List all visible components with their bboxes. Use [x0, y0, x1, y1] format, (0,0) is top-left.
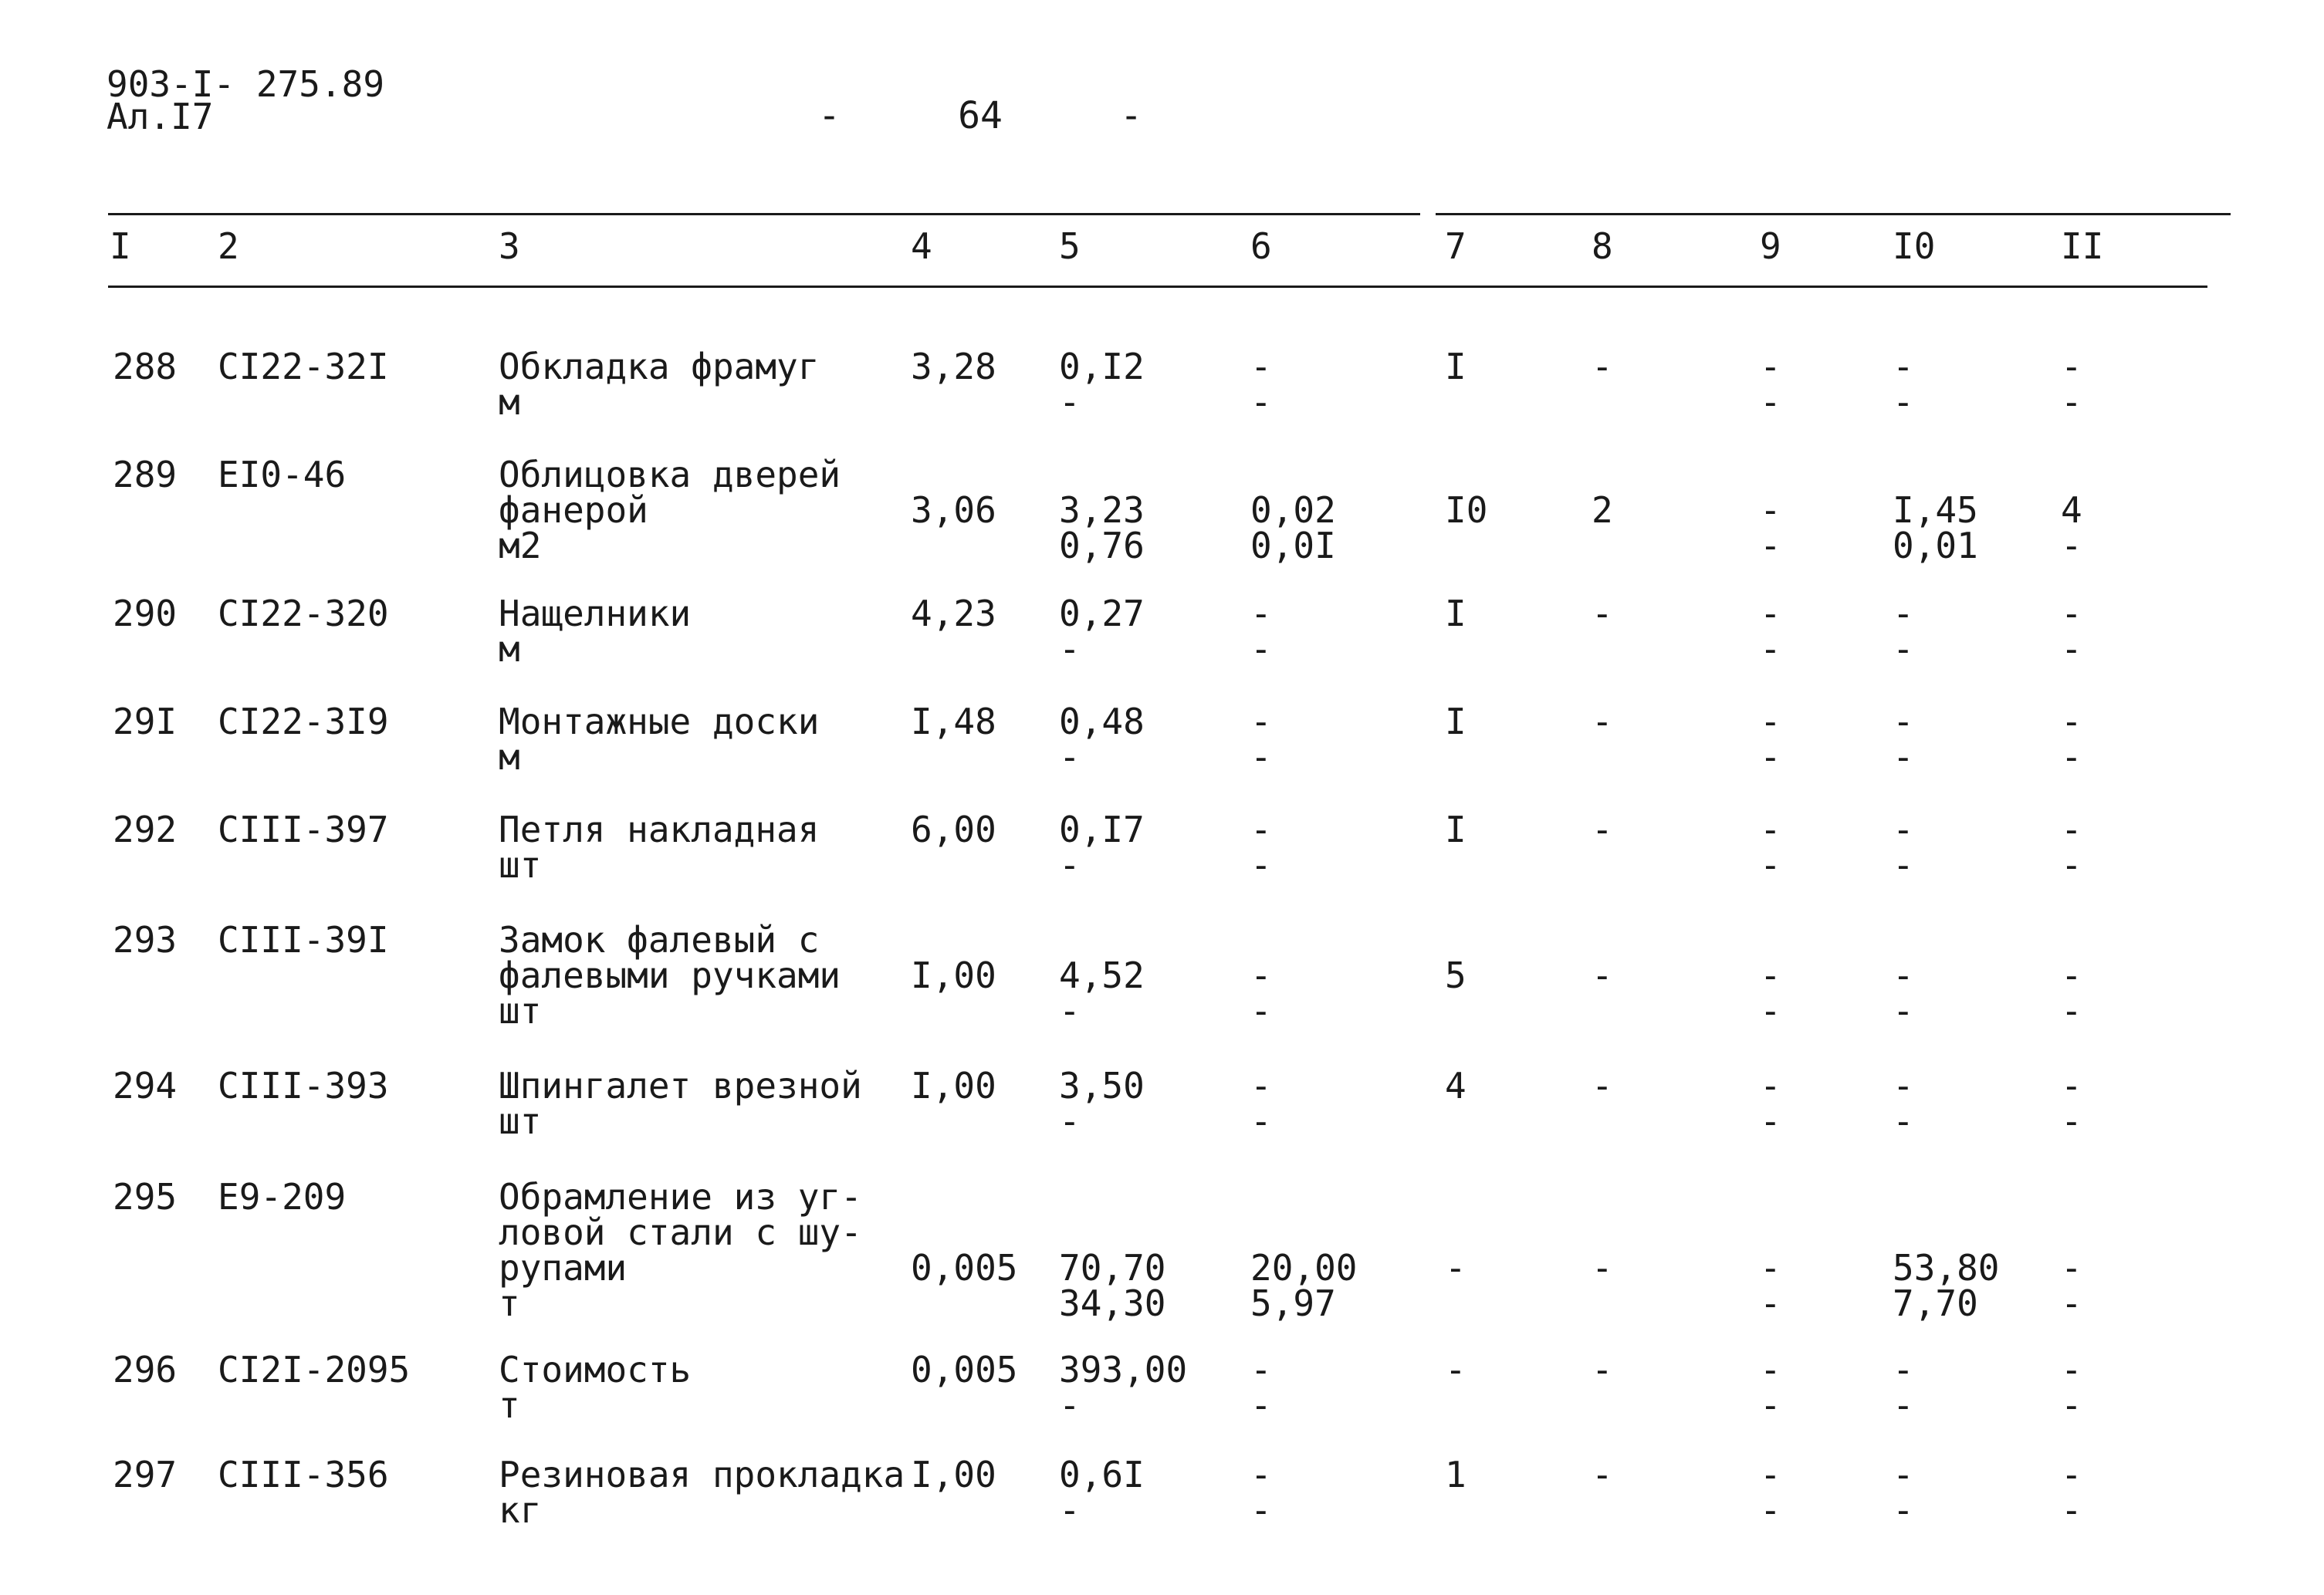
row-col6: 0,02 — [1250, 489, 1336, 531]
row-col11: - — [2061, 346, 2082, 387]
row-col9: - — [1760, 990, 1781, 1032]
row-col8: - — [1592, 1454, 1613, 1495]
row-name-line: фалевыми ручками — [499, 955, 841, 996]
row-col11: - — [2061, 1454, 2082, 1495]
row-col11: - — [2061, 1384, 2082, 1426]
row-col11: - — [2061, 1282, 2082, 1324]
row-col4: 0,005 — [911, 1247, 1018, 1289]
row-code: CI2I-2095 — [218, 1349, 411, 1391]
row-col7: I — [1445, 346, 1466, 387]
row-col10: I,45 — [1893, 489, 1978, 531]
row-col10: 7,70 — [1893, 1282, 1978, 1324]
row-col7: - — [1445, 1349, 1466, 1391]
row-number: 297 — [113, 1454, 178, 1495]
row-col10: - — [1893, 1065, 1914, 1107]
row-col6: - — [1250, 593, 1272, 634]
row-col11: - — [2061, 593, 2082, 634]
row-col10: - — [1893, 736, 1914, 778]
row-col10: - — [1893, 955, 1914, 996]
row-col5: 70,70 — [1059, 1247, 1166, 1289]
column-header-2: 2 — [218, 225, 239, 267]
row-col4: I,48 — [911, 701, 996, 742]
row-col4: 4,23 — [911, 593, 996, 634]
row-code: CIII-397 — [218, 809, 389, 850]
page-number-group — [818, 94, 1142, 137]
column-header-1: I — [110, 225, 131, 267]
row-col4: 0,005 — [911, 1349, 1018, 1391]
document-code-line1: 903-I- 275.89 — [107, 63, 385, 105]
row-name-line: Обкладка фрамуг — [499, 346, 820, 387]
top-rule-left — [108, 213, 1420, 215]
row-col11: - — [2061, 525, 2082, 566]
row-name-line: Резиновая прокладка — [499, 1454, 905, 1495]
row-col11: - — [2061, 1100, 2082, 1142]
row-col11: - — [2061, 1065, 2082, 1107]
row-col9: - — [1760, 489, 1781, 531]
row-col11: - — [2061, 701, 2082, 742]
row-col7: - — [1445, 1247, 1466, 1289]
row-name-line: Стоимость — [499, 1349, 692, 1391]
row-col9: - — [1760, 955, 1781, 996]
row-col10: - — [1893, 1100, 1914, 1142]
row-code: CI22-3I9 — [218, 701, 389, 742]
row-code: CIII-393 — [218, 1065, 389, 1107]
row-col9: - — [1760, 1384, 1781, 1426]
row-col6: - — [1250, 1065, 1272, 1107]
row-name-line: ловой стали с шу- — [499, 1211, 862, 1253]
row-col10: - — [1893, 990, 1914, 1032]
row-col5: 0,I7 — [1059, 809, 1145, 850]
row-col9: - — [1760, 593, 1781, 634]
row-col6: - — [1250, 990, 1272, 1032]
row-col6: - — [1250, 1384, 1272, 1426]
row-col11: - — [2061, 381, 2082, 423]
row-col6: - — [1250, 1100, 1272, 1142]
row-col5: - — [1059, 1384, 1081, 1426]
row-col11: 4 — [2061, 489, 2082, 531]
row-name-line: Петля накладная — [499, 809, 820, 850]
row-name-line: м2 — [499, 525, 542, 566]
row-col4: 3,28 — [911, 346, 996, 387]
row-code: EI0-46 — [218, 454, 347, 495]
row-name-line: м — [499, 381, 520, 423]
row-col6: - — [1250, 346, 1272, 387]
row-number: 294 — [113, 1065, 178, 1107]
row-col8: - — [1592, 1065, 1613, 1107]
row-name-line: рупами — [499, 1247, 628, 1289]
row-name-line: шт — [499, 990, 542, 1032]
row-number: 29I — [113, 701, 178, 742]
row-number: 293 — [113, 919, 178, 961]
row-col10: - — [1893, 701, 1914, 742]
row-col9: - — [1760, 381, 1781, 423]
row-col7: I — [1445, 809, 1466, 850]
row-col5: 0,I2 — [1059, 346, 1145, 387]
row-col9: - — [1760, 346, 1781, 387]
row-col10: - — [1893, 1384, 1914, 1426]
row-col10: - — [1893, 1489, 1914, 1531]
row-col9: - — [1760, 1454, 1781, 1495]
row-col11: - — [2061, 1489, 2082, 1531]
row-col8: - — [1592, 955, 1613, 996]
column-header-5: 5 — [1059, 225, 1081, 267]
row-name-line: Монтажные доски — [499, 701, 820, 742]
row-name-line: Замок фалевый с — [499, 919, 820, 961]
row-col7: I0 — [1445, 489, 1488, 531]
row-col6: - — [1250, 1489, 1272, 1531]
row-name-line: кг — [499, 1489, 542, 1531]
row-col4: 3,06 — [911, 489, 996, 531]
row-name-line: шт — [499, 1100, 542, 1142]
row-code: CIII-356 — [218, 1454, 389, 1495]
row-col5: 3,50 — [1059, 1065, 1145, 1107]
column-header-4: 4 — [911, 225, 932, 267]
row-col7: I — [1445, 701, 1466, 742]
row-name-line: шт — [499, 844, 542, 886]
row-col11: - — [2061, 809, 2082, 850]
row-name-line: Нащелники — [499, 593, 692, 634]
row-col10: - — [1893, 628, 1914, 670]
page-dash-left: - — [818, 94, 841, 137]
row-code: CI22-320 — [218, 593, 389, 634]
row-col11: - — [2061, 628, 2082, 670]
row-col7: 4 — [1445, 1065, 1466, 1107]
row-col4: I,00 — [911, 1454, 996, 1495]
row-number: 289 — [113, 454, 178, 495]
row-col10: - — [1893, 346, 1914, 387]
row-col9: - — [1760, 525, 1781, 566]
row-col8: - — [1592, 1349, 1613, 1391]
row-col5: 393,00 — [1059, 1349, 1188, 1391]
row-col10: 0,01 — [1893, 525, 1978, 566]
row-col5: 0,48 — [1059, 701, 1145, 742]
column-header-3: 3 — [499, 225, 520, 267]
row-name-line: Обрамление из уг- — [499, 1176, 862, 1218]
row-col4: I,00 — [911, 1065, 996, 1107]
row-col5: 34,30 — [1059, 1282, 1166, 1324]
column-header-8: 8 — [1592, 225, 1613, 267]
row-col9: - — [1760, 736, 1781, 778]
row-col5: - — [1059, 381, 1081, 423]
row-col6: - — [1250, 736, 1272, 778]
row-col4: I,00 — [911, 955, 996, 996]
row-col6: - — [1250, 1454, 1272, 1495]
row-col6: - — [1250, 955, 1272, 996]
row-col11: - — [2061, 990, 2082, 1032]
row-col9: - — [1760, 1282, 1781, 1324]
row-code: E9-209 — [218, 1176, 347, 1218]
row-col6: - — [1250, 701, 1272, 742]
row-name-line: фанерой — [499, 489, 648, 531]
row-col8: - — [1592, 809, 1613, 850]
row-number: 295 — [113, 1176, 178, 1218]
row-number: 290 — [113, 593, 178, 634]
row-col5: - — [1059, 628, 1081, 670]
row-name-line: Облицовка дверей — [499, 454, 841, 495]
row-col9: - — [1760, 628, 1781, 670]
row-col5: - — [1059, 990, 1081, 1032]
row-col11: - — [2061, 1247, 2082, 1289]
row-col5: 0,27 — [1059, 593, 1145, 634]
row-code: CIII-39I — [218, 919, 389, 961]
row-col6: 0,0I — [1250, 525, 1336, 566]
row-col9: - — [1760, 1489, 1781, 1531]
row-col11: - — [2061, 1349, 2082, 1391]
row-col6: - — [1250, 844, 1272, 886]
row-name-line: Шпингалет врезной — [499, 1065, 862, 1107]
row-col9: - — [1760, 809, 1781, 850]
row-name-line: т — [499, 1282, 520, 1324]
column-header-7: 7 — [1445, 225, 1466, 267]
row-col10: - — [1893, 1454, 1914, 1495]
row-name-line: т — [499, 1384, 520, 1426]
row-col10: - — [1893, 381, 1914, 423]
row-col7: 5 — [1445, 955, 1466, 996]
page-dash-right: - — [1120, 94, 1142, 137]
row-col9: - — [1760, 844, 1781, 886]
row-col8: - — [1592, 346, 1613, 387]
column-header-11: II — [2061, 225, 2104, 267]
row-number: 288 — [113, 346, 178, 387]
document-code-line2: Ал.I7 — [107, 96, 214, 137]
row-col6: 5,97 — [1250, 1282, 1336, 1324]
column-header-9: 9 — [1760, 225, 1781, 267]
column-header-6: 6 — [1250, 225, 1272, 267]
row-col5: - — [1059, 736, 1081, 778]
row-col10: 53,80 — [1893, 1247, 2000, 1289]
row-col6: - — [1250, 1349, 1272, 1391]
row-col9: - — [1760, 701, 1781, 742]
row-col6: 20,00 — [1250, 1247, 1358, 1289]
row-col11: - — [2061, 736, 2082, 778]
row-col8: - — [1592, 1247, 1613, 1289]
row-col6: - — [1250, 628, 1272, 670]
row-col9: - — [1760, 1065, 1781, 1107]
row-col7: 1 — [1445, 1454, 1466, 1495]
page-number: 64 — [958, 94, 1003, 137]
top-rule-right — [1436, 213, 2231, 215]
row-col5: 4,52 — [1059, 955, 1145, 996]
row-col5: - — [1059, 1100, 1081, 1142]
row-col8: 2 — [1592, 489, 1613, 531]
row-col6: - — [1250, 809, 1272, 850]
row-code: CI22-32I — [218, 346, 389, 387]
row-col8: - — [1592, 593, 1613, 634]
row-col5: 0,6I — [1059, 1454, 1145, 1495]
header-bottom-rule — [108, 286, 2207, 288]
row-col8: - — [1592, 701, 1613, 742]
row-col6: - — [1250, 381, 1272, 423]
row-number: 292 — [113, 809, 178, 850]
row-col5: 3,23 — [1059, 489, 1145, 531]
row-col10: - — [1893, 1349, 1914, 1391]
row-col9: - — [1760, 1349, 1781, 1391]
row-name-line: м — [499, 628, 520, 670]
row-col9: - — [1760, 1247, 1781, 1289]
row-col10: - — [1893, 809, 1914, 850]
row-col7: I — [1445, 593, 1466, 634]
column-header-10: I0 — [1893, 225, 1936, 267]
row-col9: - — [1760, 1100, 1781, 1142]
row-col10: - — [1893, 844, 1914, 886]
row-col11: - — [2061, 844, 2082, 886]
row-col5: - — [1059, 1489, 1081, 1531]
row-number: 296 — [113, 1349, 178, 1391]
row-col10: - — [1893, 593, 1914, 634]
row-col5: - — [1059, 844, 1081, 886]
row-col4: 6,00 — [911, 809, 996, 850]
row-name-line: м — [499, 736, 520, 778]
document-code — [107, 63, 385, 137]
row-col5: 0,76 — [1059, 525, 1145, 566]
row-col11: - — [2061, 955, 2082, 996]
